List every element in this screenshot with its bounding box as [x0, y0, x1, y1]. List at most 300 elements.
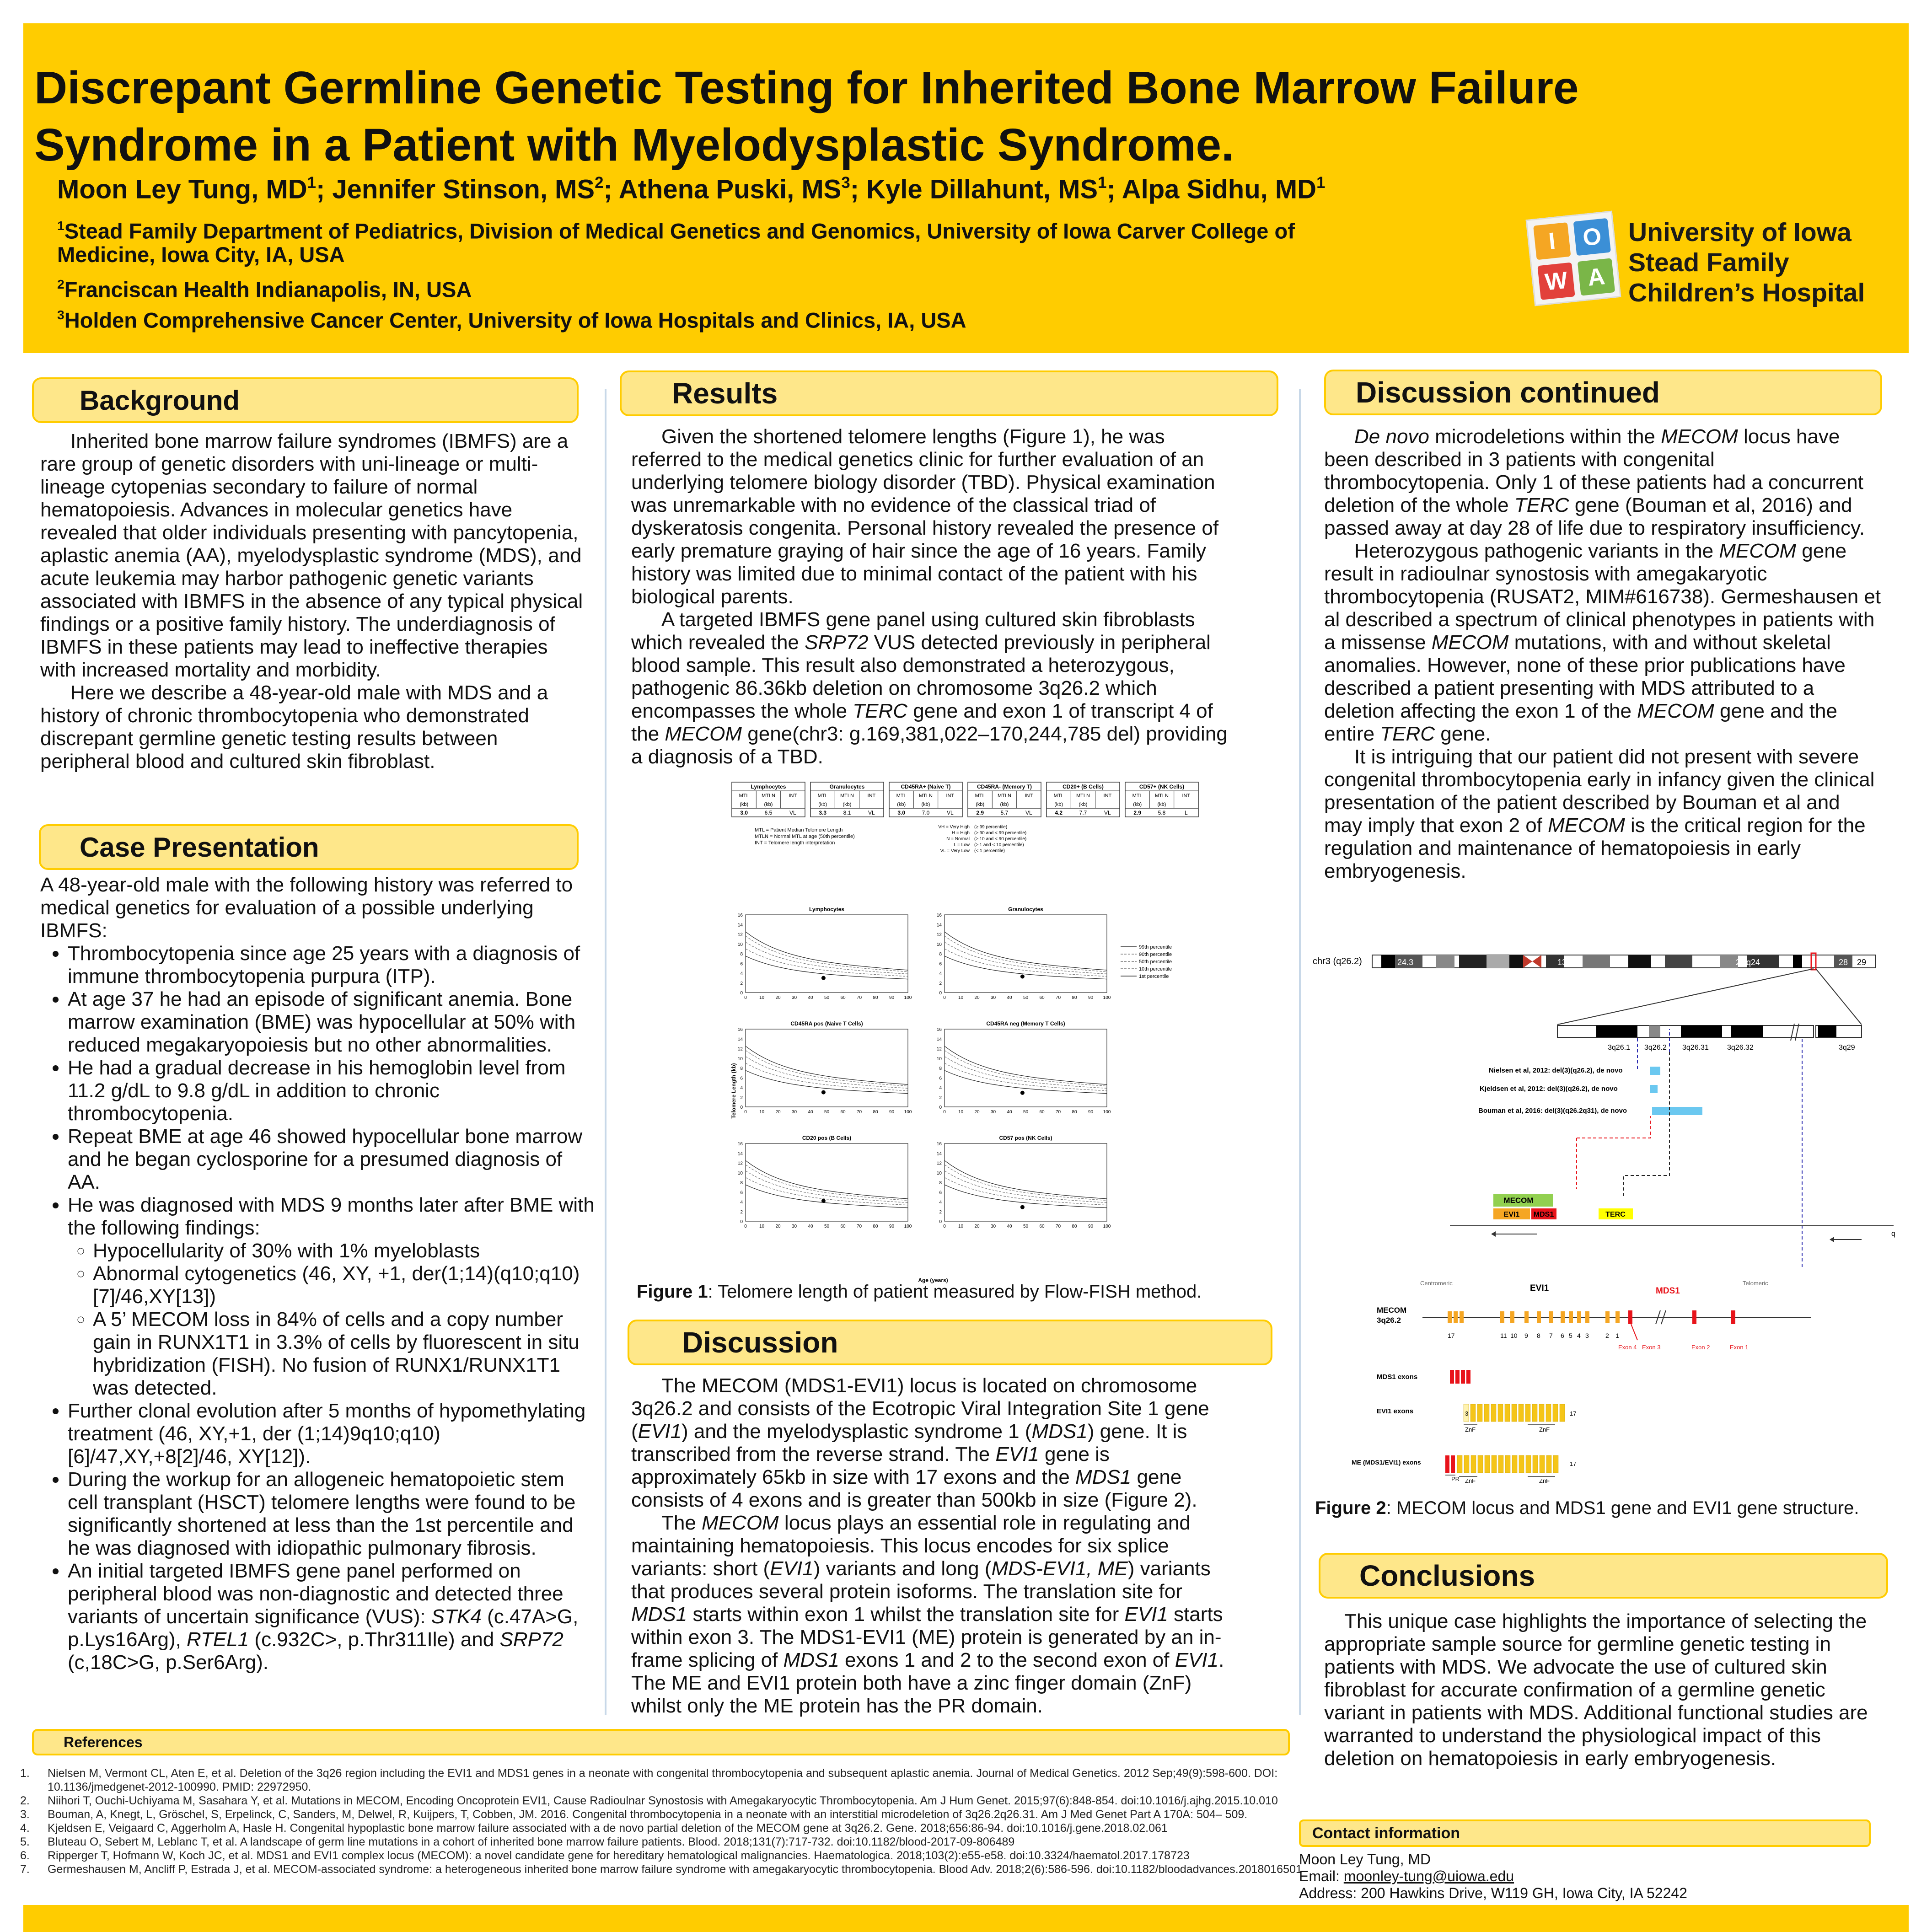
panel-frame	[945, 1143, 1107, 1221]
text-run: starts within exon 3. The MDS1-EVI1 (ME) protein is generated by an in-frame splicing of	[631, 1603, 1223, 1671]
gene-name: MDS1	[631, 1603, 687, 1626]
evi1-exon-block	[1492, 1455, 1497, 1473]
discussion-continued-body	[1324, 425, 1882, 883]
structure-label-evi1: EVI1	[1530, 1283, 1549, 1293]
evi1-exon-block	[1505, 1455, 1510, 1473]
table-subheader: INT	[1182, 793, 1191, 799]
evi1-exon	[1524, 1311, 1529, 1323]
x-tick-label: 10	[759, 1224, 765, 1229]
mds1-exon	[1455, 1370, 1460, 1384]
mds1-exon	[1450, 1370, 1454, 1384]
evi1-exon	[1448, 1311, 1452, 1323]
list-item: • At age 37 he had an episode of significant anemia. Bone marrow examination (BME) was hypocellular at 50% with reduced megakaryopoiesis but no other abnormalities.	[68, 988, 598, 1057]
table-unit: (kb)	[1000, 802, 1009, 807]
y-tick-label: 6	[939, 1076, 942, 1081]
x-tick-label: 50	[824, 1110, 830, 1115]
table-value: 7.0	[922, 810, 930, 816]
exon-number: 7	[1549, 1332, 1553, 1339]
evi1-exon-block	[1532, 1404, 1537, 1422]
text-run: mutations, with and without skeletal anomalies. However, none of these prior publications have described a patient presenting with MDS attributed to a deletion affecting the exon 1 of the	[1324, 631, 1846, 722]
y-tick-label: 16	[936, 913, 942, 918]
x-tick-label: 30	[990, 1224, 996, 1229]
table-value: VL	[789, 810, 796, 816]
arrow-head	[1830, 1237, 1834, 1242]
text-run: starts within exon 1 whilst the translation site for	[687, 1603, 1125, 1626]
y-tick-label: 14	[737, 1037, 743, 1042]
legend-code: VL = Very Low	[940, 848, 970, 853]
exon-number-labels	[1448, 1332, 1619, 1339]
y-tick-label: 10	[936, 1170, 942, 1176]
sub-band-label: 3q26.2	[1644, 1044, 1667, 1052]
mds-exon-label: Exon 2	[1691, 1344, 1710, 1351]
evi1-exon-block	[1470, 1404, 1476, 1422]
y-tick-label: 0	[939, 991, 942, 996]
footer-strip	[23, 1905, 1909, 1932]
me-exon-row	[1445, 1455, 1558, 1476]
table-value: 3.3	[819, 810, 827, 816]
x-tick-label: 60	[840, 1224, 846, 1229]
exon-number: 10	[1510, 1332, 1518, 1339]
text-run: It is intriguing that our patient did not present with severe congenital thrombocytopenia early in infancy given the clinical presentation of the patient described by Bouman et al and may imply that exon 2 of	[1324, 746, 1875, 837]
arm-label: q	[1891, 1230, 1895, 1238]
y-tick-label: 10	[737, 1170, 743, 1176]
telomere-panels	[730, 906, 1172, 1283]
text-run: The MECOM (MDS1-EVI1) locus is located on chromosome 3q26.2 and consists of the Ecotropic Viral Integration Site 1 gene (	[631, 1374, 1209, 1443]
chromosome-label: chr3 (q26.2)	[1313, 956, 1362, 966]
evi1-exon-row	[1464, 1404, 1565, 1425]
author-name: Kyle Dillahunt, MS	[866, 174, 1098, 204]
legend-code: N = Normal	[946, 837, 970, 842]
region-band	[1681, 1025, 1722, 1037]
x-tick-label: 30	[990, 995, 996, 1000]
contact-email-line	[1299, 1868, 1687, 1885]
telomere-legend	[755, 825, 1026, 853]
affiliation-text: Holden Comprehensive Cancer Center, University of Iowa Hospitals and Clinics, IA, USA	[64, 308, 966, 333]
y-tick-label: 14	[936, 1151, 942, 1157]
chromosome-ideogram	[1372, 953, 1875, 970]
table-unit: (kb)	[764, 802, 773, 807]
text-run: gene.	[1435, 723, 1491, 745]
gene-name: SRP72	[805, 631, 869, 654]
y-tick-label: 16	[737, 913, 743, 918]
table-unit: (kb)	[1054, 802, 1063, 807]
panel-frame	[746, 1143, 908, 1221]
text-run: locus have been described in 3 patients with congenital thrombocytopenia. Only 1 of these patients had a concurrent deletion of the whole	[1324, 425, 1863, 516]
mds-findings-list	[68, 1240, 598, 1400]
figure-1-caption	[637, 1282, 1202, 1302]
results-paragraph	[631, 608, 1240, 768]
evi1-exon	[1585, 1311, 1589, 1323]
table-subheader: MTLN	[919, 793, 933, 799]
x-tick-label: 30	[791, 1110, 797, 1115]
text-run: exons 1 and 2 to the second exon of	[839, 1649, 1175, 1671]
gene-name: MECOM	[1548, 814, 1625, 837]
zoom-line	[1816, 969, 1862, 1025]
deletion-label: Bouman et al, 2016: del(3)(q26.2q31), de novo	[1478, 1107, 1627, 1115]
region-band	[1818, 1025, 1836, 1037]
zoom-line	[1557, 969, 1814, 1025]
x-tick-label: 70	[1055, 995, 1061, 1000]
x-tick-label: 60	[840, 995, 846, 1000]
mecom-locus-diagram	[1308, 947, 1903, 1496]
gene-name: MECOM	[1431, 631, 1509, 654]
evi1-exon	[1454, 1311, 1458, 1323]
table-subheader: MTLN	[762, 793, 775, 799]
text-run: ) gene. It is transcribed from the reverse strand. The	[631, 1420, 1187, 1465]
guide-line	[1637, 1029, 1802, 1267]
patient-data-point	[1020, 1091, 1025, 1095]
percentile-legend-label: 99th percentile	[1139, 945, 1172, 950]
y-tick-label: 8	[740, 952, 743, 957]
list-item-text: (c.932C>, p.Thr311Ile) and	[249, 1628, 500, 1651]
text-run: gene and exon 1 of transcript 4 of the	[631, 700, 1213, 745]
row-label: MDS1 exons	[1377, 1373, 1418, 1381]
percentile-legend-label: 90th percentile	[1139, 952, 1172, 957]
table-value: 5.7	[1000, 810, 1009, 816]
x-tick-label: 70	[856, 995, 862, 1000]
domain-label: PR	[1451, 1476, 1460, 1482]
table-value: 6.5	[764, 810, 773, 816]
x-tick-label: 70	[856, 1224, 862, 1229]
evi1-exon	[1460, 1311, 1464, 1323]
x-axis-label: Age (years)	[918, 1277, 948, 1283]
text-run: is the critical region for the regulation and maintenance of hematopoiesis in early embryogenesis.	[1324, 814, 1866, 882]
evi1-exon-block	[1512, 1404, 1517, 1422]
table-group-header: CD20+ (B Cells)	[1063, 784, 1104, 790]
gene-name: MDS1	[1075, 1466, 1132, 1488]
mds1-exon	[1628, 1310, 1632, 1324]
locus-label: 3q26.2	[1377, 1316, 1401, 1325]
y-tick-label: 16	[737, 1027, 743, 1032]
x-tick-label: 90	[1088, 995, 1094, 1000]
y-tick-label: 10	[936, 942, 942, 947]
background-paragraph: Inherited bone marrow failure syndromes (IBMFS) are a rare group of genetic disorders with uni-lineage or multi-lineage cytopenias secondary to failure of normal hematopoiesis. Advances in molecular genetics have revealed that older individuals presenting with pancytopenia, aplastic anemia (AA), myelodysplastic syndrome (MDS), and acute leukemia may harbor pathogenic genetic variants associated with IBMFS in the absence of any typical physical findings or a positive family history. The underdiagnosis of IBMFS in these patients may lead to ineffective therapies with increased mortality and morbidity.	[40, 430, 583, 681]
panel-title: Lymphocytes	[809, 906, 844, 912]
logo-line-2: Stead Family	[1628, 248, 1789, 277]
evi1-exon-block	[1540, 1455, 1545, 1473]
x-tick-label: 0	[744, 1224, 747, 1229]
evi1-exon	[1577, 1311, 1581, 1323]
x-tick-label: 60	[1039, 1110, 1045, 1115]
patient-data-point	[821, 1199, 826, 1203]
list-item-text: He was diagnosed with MDS 9 months later after BME with the following findings:	[68, 1194, 595, 1239]
gene-name: TERC	[1380, 723, 1435, 745]
x-tick-label: 50	[1023, 995, 1029, 1000]
affiliation-text: Franciscan Health Indianapolis, IN, USA	[64, 277, 472, 302]
percentile-legend-label: 50th percentile	[1139, 959, 1172, 965]
gene-name: RTEL1	[187, 1628, 249, 1651]
caption-text: : Telomere length of patient measured by Flow-FISH method.	[708, 1282, 1202, 1302]
discussion-body	[631, 1374, 1240, 1717]
y-tick-label: 4	[740, 1200, 743, 1205]
x-tick-label: 20	[974, 995, 980, 1000]
y-tick-label: 14	[737, 923, 743, 928]
band-label: 13	[1557, 958, 1567, 967]
legend-range: (< 1 percentile)	[974, 848, 1005, 853]
gene-name: MECOM	[1661, 425, 1738, 448]
column-divider	[1299, 389, 1301, 1715]
region-band	[1649, 1025, 1660, 1037]
mds1-exon	[1445, 1455, 1449, 1473]
author-name: Alpa Sidhu, MD	[1122, 174, 1317, 204]
patient-data-point	[1020, 1205, 1025, 1209]
row-label: EVI1 exons	[1377, 1407, 1414, 1415]
mds1-exon	[1451, 1455, 1455, 1473]
x-tick-label: 20	[974, 1224, 980, 1229]
background-heading: Background	[32, 377, 579, 423]
table-value: 7.7	[1079, 810, 1087, 816]
table-value: 3.0	[897, 810, 906, 816]
expanded-region	[1557, 1024, 1862, 1052]
x-tick-label: 20	[775, 1224, 781, 1229]
gene-name: MECOM	[1719, 540, 1797, 562]
table-value: 8.1	[843, 810, 851, 816]
reference-text: Bluteau O, Sebert M, Leblanc T, et al. A landscape of germ line mutations in a cohort of inherited bone marrow failure patients. Blood. 2018;131(7):717-732. doi:10.1182/blood-2017-09-806489	[48, 1835, 1015, 1848]
table-unit: (kb)	[740, 802, 749, 807]
results-heading: Results	[620, 370, 1278, 416]
author-name: Moon Ley Tung, MD	[57, 174, 307, 204]
evi1-exon-block	[1539, 1404, 1544, 1422]
sub-band-label: 3q26.31	[1682, 1044, 1709, 1052]
header-divider-strip	[23, 336, 1909, 353]
domain-label: ZnF	[1465, 1426, 1476, 1433]
evi1-exon-block	[1498, 1404, 1503, 1422]
gene-label: EVI1	[1503, 1211, 1520, 1218]
reference-text: Kjeldsen E, Veigaard C, Aggerholm A, Hasle H. Congenital hypoplastic bone marrow failure associated with a de novo partial deletion of the MECOM gene at 3q26.2. Gene. 2018;656:86-94. doi:10.1016/j.gene.2018.02.061	[48, 1822, 1168, 1835]
reference-text: Niihori T, Ouchi-Uchiyama M, Sasahara Y, et al. Mutations in MECOM, Encoding Oncoprotein EVI1, Cause Radioulnar Synostosis with Amegakaryocytic Thrombocytopenia. Am J Hum Genet. 2015;97(6):848-854. doi:10.1016/j.ajhg.2015.10.010	[48, 1794, 1278, 1807]
evi1-exon-block	[1464, 1455, 1469, 1473]
figure-2-caption	[1315, 1498, 1859, 1519]
table-value: L	[1184, 810, 1188, 816]
gene-label: MECOM	[1503, 1196, 1534, 1205]
exon-number: 3	[1585, 1332, 1589, 1339]
y-tick-label: 12	[936, 1161, 942, 1166]
exon-number: 6	[1561, 1332, 1564, 1339]
structure-label-mds1: MDS1	[1656, 1286, 1680, 1296]
legend-range: (≥ 99 percentile)	[974, 825, 1008, 830]
list-item: • He had a gradual decrease in his hemoglobin level from 11.2 g/dL to 9.8 g/dL in addition to chronic thrombocytopenia.	[68, 1057, 598, 1125]
y-tick-label: 14	[936, 1037, 942, 1042]
y-tick-label: 4	[740, 971, 743, 977]
table-subheader: INT	[1103, 793, 1112, 799]
references-heading: References	[32, 1729, 1290, 1755]
evi1-exon-block	[1478, 1455, 1483, 1473]
evi1-exon-block	[1533, 1455, 1538, 1473]
y-tick-label: 2	[740, 1209, 743, 1215]
y-tick-label: 8	[740, 1181, 743, 1186]
x-tick-label: 50	[1023, 1110, 1029, 1115]
y-tick-label: 8	[939, 1066, 942, 1071]
deletion-bar	[1650, 1067, 1660, 1075]
logo-letter-w: W	[1537, 262, 1575, 300]
x-tick-label: 40	[808, 995, 813, 1000]
table-subheader: INT	[789, 793, 797, 799]
column-divider	[605, 389, 606, 1715]
reference-item: 3. Bouman, A, Knegt, L, Gröschel, S, Erpelinck, C, Sanders, M, Delwel, R, Kuijpers, T, Cobben, JM. 2016. Congenital thrombocytopenia in a neonate with an interstitial microdeletion of 3q26.2q26.31. Am J Med Genet Part A 170A: 504– 509.	[20, 1808, 1248, 1821]
exon-number: 4	[1577, 1332, 1581, 1339]
table-value: 4.2	[1055, 810, 1063, 816]
y-tick-label: 6	[740, 961, 743, 967]
legend-range: (≥ 90 and < 99 percentile)	[974, 831, 1027, 836]
figure-label: Figure 1	[637, 1282, 708, 1302]
band-label: 28	[1839, 958, 1848, 967]
telomere-table	[732, 782, 1198, 817]
figure-2	[1308, 947, 1903, 1496]
table-unit: (kb)	[818, 802, 827, 807]
exon-number: 2	[1605, 1332, 1609, 1339]
evi1-exon	[1569, 1311, 1573, 1323]
table-unit: (kb)	[897, 802, 906, 807]
gene-name: EVI1	[995, 1443, 1039, 1465]
gene-name: MECOM	[1637, 700, 1714, 722]
band-label: 29	[1857, 958, 1867, 967]
domain-label: ZnF	[1539, 1477, 1550, 1484]
exon-number: 8	[1537, 1332, 1540, 1339]
x-tick-label: 10	[759, 1110, 765, 1115]
x-tick-label: 80	[1072, 1224, 1077, 1229]
author-affiliation-mark: 3	[841, 174, 850, 192]
mds1-exon-row	[1450, 1370, 1470, 1384]
evi1-exon-block	[1484, 1404, 1489, 1422]
reference-text: Bouman, A, Knegt, L, Gröschel, S, Erpelinck, C, Sanders, M, Delwel, R, Kuijpers, T, Cobben, JM. 2016. Congenital thrombocytopenia in a neonate with an interstitial microdeletion of 3q26.2q26.31. Am J Med Genet Part A 170A: 504– 509.	[48, 1808, 1248, 1821]
discussion-paragraph	[631, 1374, 1240, 1512]
y-tick-label: 4	[939, 971, 942, 977]
list-item: ◦ Abnormal cytogenetics (46, XY, +1, der(1;14)(q10;q10)[7]/46,XY[13])	[93, 1262, 598, 1308]
table-value: 3.0	[740, 810, 748, 816]
table-value: VL	[1104, 810, 1111, 816]
y-tick-label: 12	[737, 932, 743, 938]
evi1-exon	[1510, 1311, 1514, 1323]
list-item: • Thrombocytopenia since age 25 years with a diagnosis of immune thrombocytopenia purpura (ITP).	[68, 942, 598, 988]
orientation-label: Telomeric	[1743, 1280, 1768, 1287]
evi1-exon-block	[1491, 1404, 1496, 1422]
table-subheader: MTL	[739, 793, 749, 799]
legend-line: INT = Telomere length interpretation	[755, 840, 835, 846]
table-group-header: CD57+ (NK Cells)	[1139, 784, 1185, 790]
guide-line	[1624, 1052, 1669, 1196]
x-tick-label: 100	[904, 1110, 912, 1115]
table-group-header: Lymphocytes	[751, 784, 786, 790]
gene-name: SRP72	[499, 1628, 564, 1651]
discussion-heading: Discussion	[628, 1320, 1272, 1365]
exon-index: 17	[1570, 1410, 1577, 1417]
x-tick-label: 70	[1055, 1224, 1061, 1229]
telomere-figure	[727, 780, 1208, 1288]
x-tick-label: 20	[775, 1110, 781, 1115]
chromosome-band	[1509, 955, 1523, 968]
y-tick-label: 0	[740, 1105, 743, 1110]
sub-band-label: 3q29	[1839, 1044, 1855, 1052]
author-affiliation-mark: 2	[595, 174, 604, 192]
gene-name: MECOM	[665, 723, 742, 745]
table-unit: (kb)	[1157, 802, 1166, 807]
x-tick-label: 40	[1007, 1110, 1012, 1115]
reference-item: 4. Kjeldsen E, Veigaard C, Aggerholm A, Hasle H. Congenital hypoplastic bone marrow failure associated with a de novo partial deletion of the MECOM gene at 3q26.2. Gene. 2018;656:86-94. doi:10.1016/j.gene.2018.02.061	[20, 1822, 1168, 1835]
chromosome-band	[1665, 955, 1692, 968]
contact-email-link[interactable]: moonley-tung@uiowa.edu	[1343, 1868, 1514, 1884]
table-subheader: MTLN	[1155, 793, 1169, 799]
text-run: Heterozygous pathogenic variants in the	[1354, 540, 1719, 562]
x-tick-label: 80	[873, 995, 878, 1000]
y-tick-label: 14	[737, 1151, 743, 1157]
y-tick-label: 8	[939, 952, 942, 957]
y-tick-label: 6	[740, 1076, 743, 1081]
affiliation-text: Stead Family Department of Pediatrics, Division of Medical Genetics and Genomics, University of Iowa Carver College of	[64, 219, 1295, 243]
chromosome-band	[1459, 955, 1487, 968]
panel-title: CD45RA pos (Naive T Cells)	[790, 1020, 863, 1027]
contact-address: Address: 200 Hawkins Drive, W119 GH, Iowa City, IA 52242	[1299, 1885, 1687, 1901]
x-tick-label: 80	[1072, 1110, 1077, 1115]
reference-text: Germeshausen M, Ancliff P, Estrada J, et al. MECOM-associated syndrome: a heterogeneous inherited bone marrow failure syndrome with amegakaryocytic thrombocytopenia. Blood Adv. 2018;2(6):586-596. doi:10.1182/bloodadvances.2018016501	[48, 1863, 1302, 1876]
x-tick-label: 60	[840, 1110, 846, 1115]
percentile-legend-label: 1st percentile	[1139, 974, 1169, 979]
x-tick-label: 90	[1088, 1224, 1094, 1229]
table-subheader: INT	[867, 793, 876, 799]
table-unit: (kb)	[921, 802, 930, 807]
evi1-exon	[1500, 1311, 1504, 1323]
x-tick-label: 0	[943, 1224, 946, 1229]
panel-title: CD20 pos (B Cells)	[802, 1135, 852, 1141]
text-run: gene result in radioulnar synostosis with amegakaryotic thrombocytopenia (RUSAT2, MIM#616738). Germeshausen et al described a spectrum of clinical phenotypes in patients with a missense	[1324, 540, 1881, 654]
x-tick-label: 90	[889, 995, 895, 1000]
panel-title: CD45RA neg (Memory T Cells)	[986, 1020, 1065, 1027]
legend-code: VH = Very High	[938, 825, 970, 830]
list-item-text: (c.47A>G, p.Lys16Arg),	[68, 1605, 579, 1651]
mds1-exon	[1461, 1370, 1465, 1384]
author-name: Athena Puski, MS	[618, 174, 842, 204]
y-tick-label: 0	[740, 991, 743, 996]
x-tick-label: 80	[873, 1224, 878, 1229]
y-tick-label: 0	[939, 1105, 942, 1110]
y-tick-label: 8	[740, 1066, 743, 1071]
y-tick-label: 2	[939, 981, 942, 986]
affiliation-1-cont: Medicine, Iowa City, IA, USA	[57, 242, 345, 267]
gene-name: TERC	[1514, 494, 1569, 516]
list-item-text: (c,18C>G, p.Ser6Arg).	[68, 1651, 268, 1674]
y-tick-label: 2	[740, 1095, 743, 1100]
background-paragraph: Here we describe a 48-year-old male with MDS and a history of chronic thrombocytopenia who demonstrated discrepant germline genetic testing results between peripheral blood and cultured skin fibroblast.	[40, 682, 548, 773]
reference-item: 6. Ripperger T, Hofmann W, Koch JC, et al. MDS1 and EVI1 complex locus (MECOM): a novel candidate gene for hereditary hematological malignancies. Haematologica. 2018;103(2):e55-e58. doi:10.3324/haematol.2017.178723	[20, 1849, 1190, 1862]
x-tick-label: 40	[808, 1224, 813, 1229]
list-item: • Repeat BME at age 46 showed hypocellular bone marrow and he began cyclosporine for a presumed diagnosis of AA.	[68, 1125, 598, 1194]
legend-range: (≥ 10 and < 90 percentile)	[974, 837, 1027, 842]
case-presentation-body	[40, 874, 598, 1674]
list-item	[68, 1560, 598, 1674]
panel-title: Granulocytes	[1008, 906, 1043, 912]
table-value: VL	[868, 810, 875, 816]
text-run: ) variants and long (	[813, 1557, 992, 1580]
y-tick-label: 4	[939, 1085, 942, 1091]
patient-data-point	[821, 1090, 826, 1095]
contact-details	[1299, 1851, 1687, 1902]
panel-frame	[746, 1029, 908, 1107]
list-item: ◦ Hypocellularity of 30% with 1% myeloblasts	[93, 1240, 598, 1262]
table-subheader: MTL	[896, 793, 907, 799]
table-subheader: MTL	[1132, 793, 1143, 799]
text-run: gene (Bouman et al, 2016) and passed away at day 28 of life due to respiratory insufficiency.	[1324, 494, 1865, 539]
x-tick-label: 50	[1023, 1224, 1029, 1229]
list-item	[68, 1194, 598, 1400]
row-label: ME (MDS1/EVI1) exons	[1352, 1459, 1421, 1466]
orientation-label: Centromeric	[1420, 1280, 1453, 1287]
text-run: gene is approximately 65kb in size with 17 exons and the	[631, 1443, 1110, 1488]
x-tick-label: 10	[958, 1224, 964, 1229]
domain-label: ZnF	[1465, 1477, 1476, 1484]
x-tick-label: 40	[1007, 1224, 1012, 1229]
table-subheader: MTL	[975, 793, 985, 799]
exon-number: 5	[1569, 1332, 1572, 1339]
exon-pointer	[1631, 1324, 1637, 1340]
